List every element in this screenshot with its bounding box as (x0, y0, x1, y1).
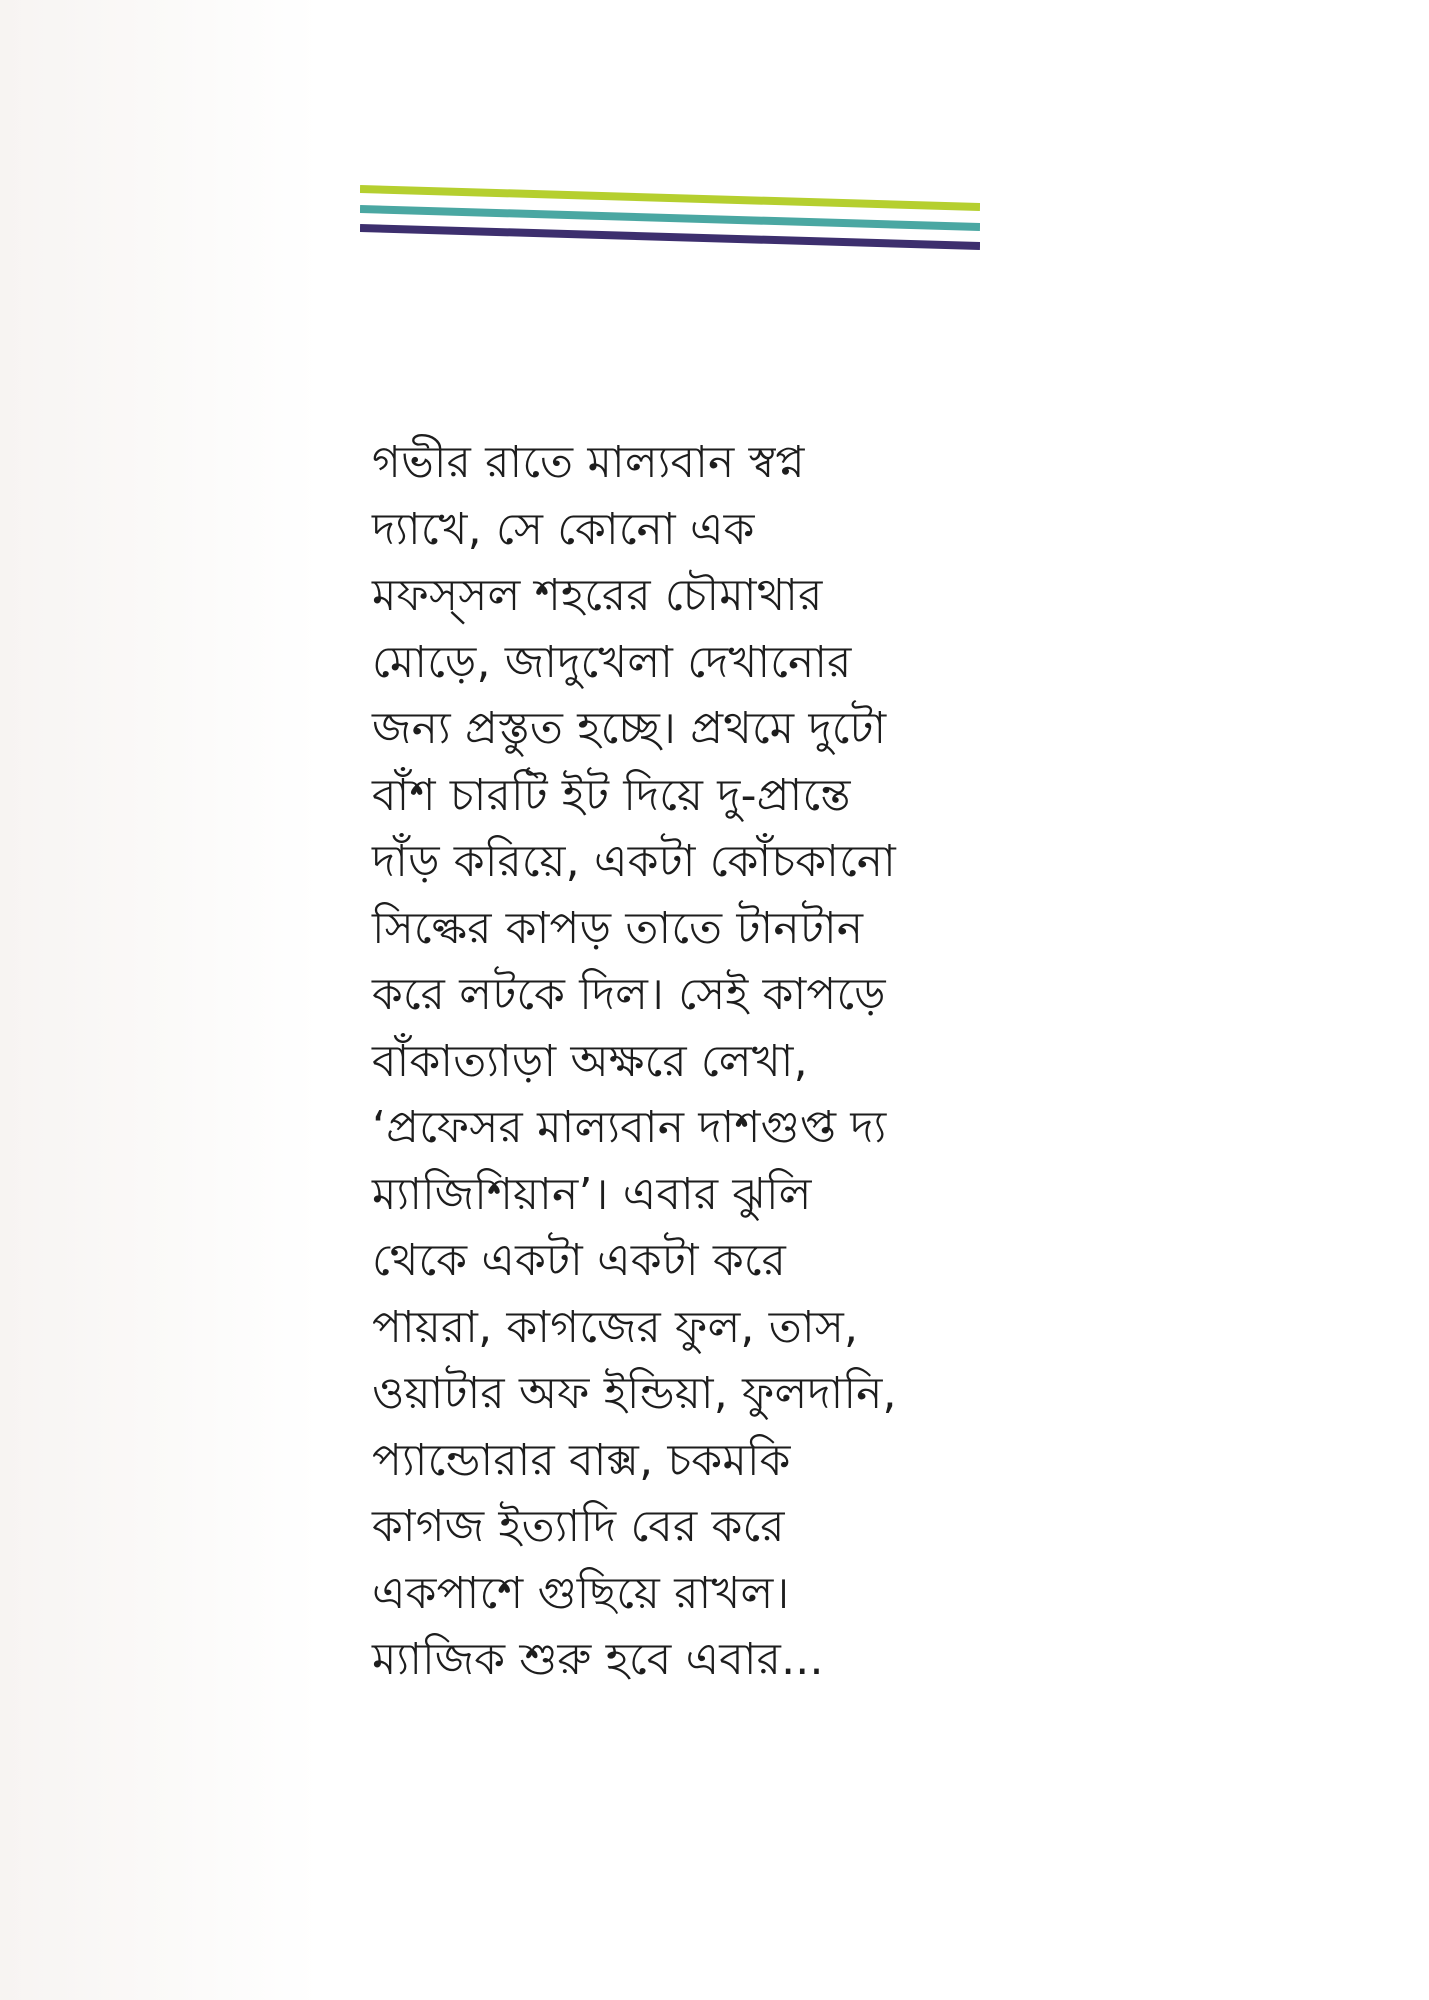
blurb-line: গভীর রাতে মাল্যবান স্বপ্ন (372, 437, 805, 488)
blurb-line: দাঁড় করিয়ে, একটা কোঁচকানো (372, 836, 896, 887)
blurb-text (372, 430, 992, 1694)
stripe-purple (360, 228, 980, 246)
blurb-line: ওয়াটার অফ ইন্ডিয়া, ফুলদানি, (372, 1368, 897, 1419)
page-edge-shadow (0, 0, 320, 2000)
blurb-line: মফস্‌সল শহরের চৌমাথার (372, 570, 823, 621)
blurb-line: কাগজ ইত্যাদি বের করে (372, 1501, 785, 1552)
blurb-line: করে লটকে দিল। সেই কাপড়ে (372, 969, 886, 1020)
blurb-line: ম্যাজিশিয়ান’। এবার ঝুলি (372, 1168, 812, 1220)
blurb-line: জন্য প্রস্তুত হচ্ছে। প্রথমে দুটো (372, 703, 887, 754)
blurb-line: পায়রা, কাগজের ফুল, তাস, (372, 1301, 859, 1353)
decorative-stripes (360, 185, 980, 261)
blurb-line: মোড়ে, জাদুখেলা দেখানোর (372, 636, 852, 688)
stripe-green (360, 189, 980, 207)
blurb-line: ম্যাজিক শুরু হবে এবার... (372, 1634, 824, 1685)
blurb-line: বাঁশ চারটি ইট দিয়ে দু-প্রান্তে (372, 769, 851, 821)
blurb-line: দ্যাখে, সে কোনো এক (372, 503, 755, 555)
blurb-line: একপাশে গুছিয়ে রাখল। (372, 1567, 790, 1619)
blurb-line: ‘প্রফেসর মাল্যবান দাশগুপ্ত দ্য (372, 1102, 887, 1153)
blurb-line: প্যান্ডোরার বাক্স, চকমকি (372, 1434, 791, 1486)
blurb-line: সিল্কের কাপড় তাতে টানটান (372, 902, 864, 954)
blurb-line: বাঁকাত্যাড়া অক্ষরে লেখা, (372, 1035, 808, 1087)
stripe-teal (360, 209, 980, 227)
blurb-line: থেকে একটা একটা করে (372, 1235, 787, 1286)
